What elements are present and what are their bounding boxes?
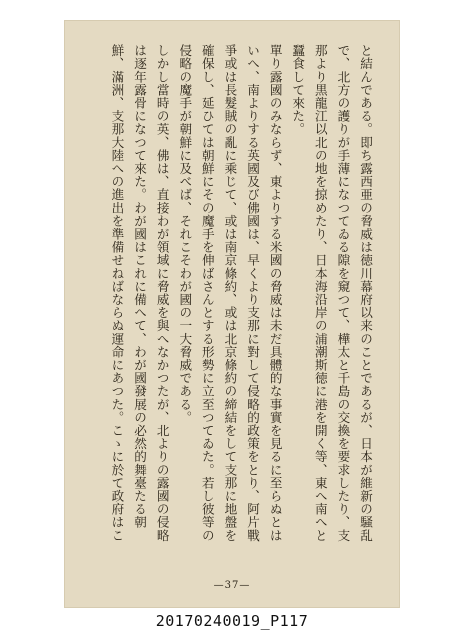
paragraph-3: しかし當時の英、佛は、直接わが領域に脅威を與へなかつたが、北よりの露國の侵略は逐年露骨になつて來た。わが國はこれに備へて、わが國發展の必然的舞臺たる朝鮮、滿洲、支那大陸への進出を準備せねばならぬ運命にあつた。こゝに於て政府はこ [109,44,170,542]
book-page [64,20,400,608]
page-number: —37— [213,580,251,591]
paragraph-2: 單り露國のみならず、東よりする米國の脅威は未だ具體的な事實を見るに至らぬとはいへ、南よりする英國及び佛國は、早くより支那に對して侵略的政策をとり、阿片戰爭或は長髮賊の亂に乘じて、或は南京條約、或は北京條約の締結をして支那に地盤を確保し、延ひては朝鮮にその魔手を伸ばさんとする形勢に立至つてゐた。若し彼等の侵略の魔手が朝鮮に及べば、それこそわが國の一大脅威である。 [177,44,283,542]
paragraph-1: と結んである。即ち露西亜の脅威は徳川幕府以来のことであるが、日本が維新の騒乱で、北方の護りが手薄になつてゐる隙を窺つて、樺太と千島の交換を要求したり、支那より黒龍江以北の地を掠めたり、日本海沿岸の浦潮斯徳に港を開く等、東へ南へと蠶食して來た。 [290,44,373,542]
vertical-text-body [98,44,376,554]
image-caption: 20170240019_P117 [155,612,309,630]
